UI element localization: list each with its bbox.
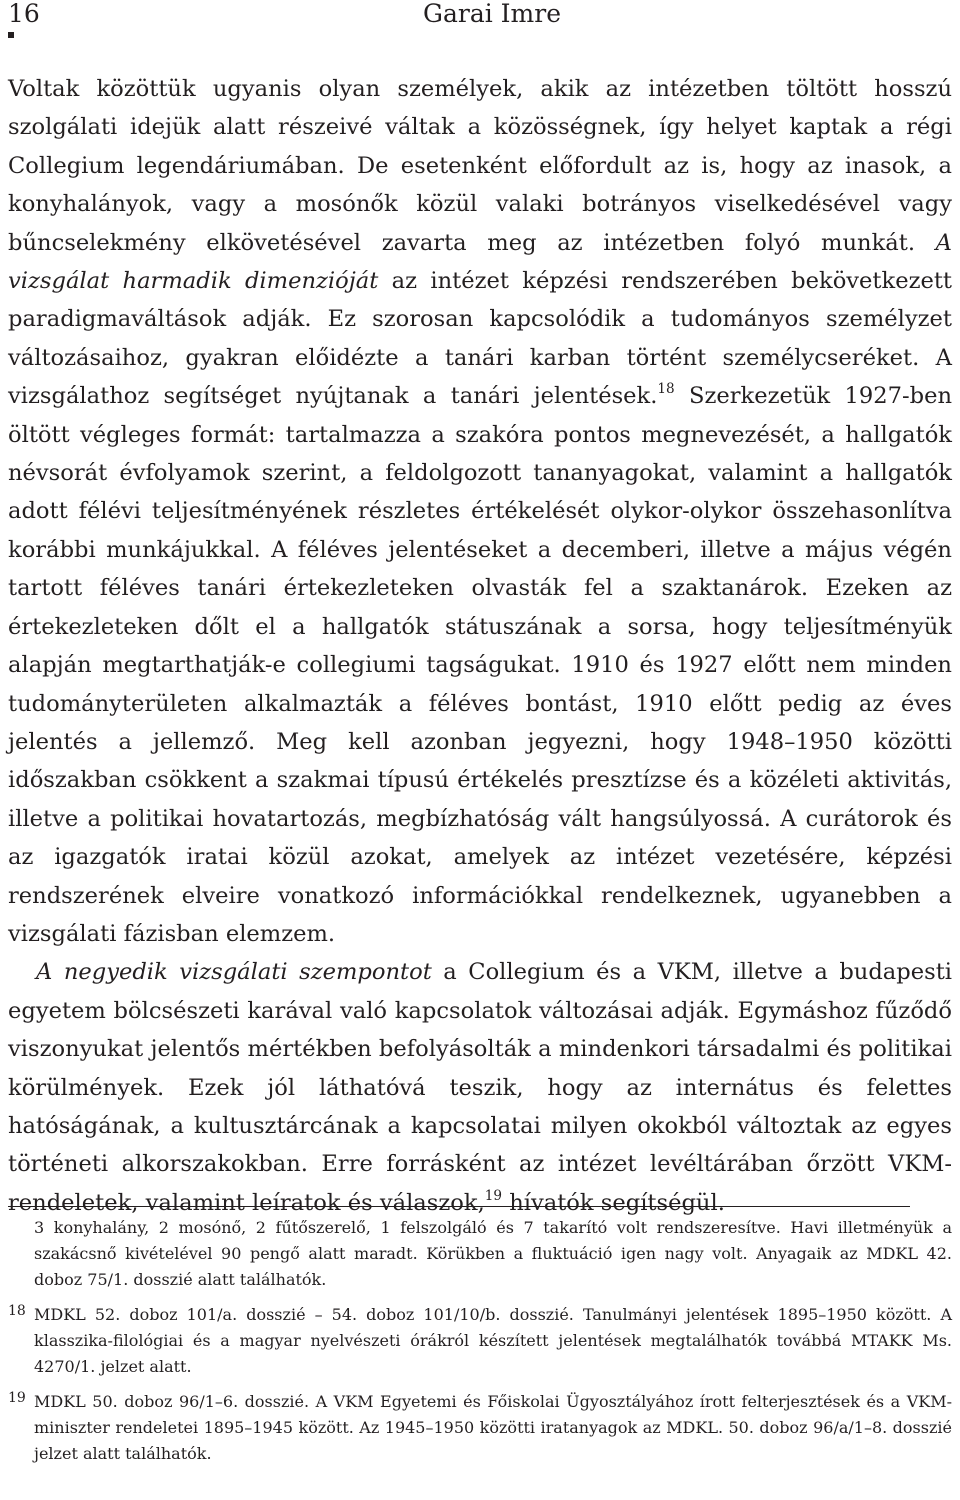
- footnote-text: 3 konyhalány, 2 mosónő, 2 fűtőszerelő, 1 felszolgáló és 7 takarító volt rendszeresítve. Havi illetményük a szakácsnő kivételével 90 pengő alatt maradt. Körükben a fluktuáció igen nagy volt. Anyagaik az MDKL 42. doboz 75/1. dosszié alatt találhatók.: [34, 1218, 952, 1289]
- paragraph-1-text-a: Voltak közöttük ugyanis olyan személyek, akik az intézetben töltött hosszú szolgálati idejük alatt részeivé váltak a közösségnek, így helyet kaptak a régi Collegium legendáriumában. De esetenként előfordult az is, hogy az inasok, a konyhalányok, vagy a mosónők közül valaki botrányos viselkedésével vagy bűncselekmény elkövetésével zavarta meg az intézetben folyó munkát.: [8, 76, 952, 256]
- footnote-19: [8, 1389, 952, 1467]
- paragraph-1: [8, 70, 952, 953]
- footnotes: [8, 1215, 952, 1467]
- paragraph-1-italic-phrase: A vizsgálat harmadik dimenzióját: [8, 229, 952, 295]
- paragraph-2-text-b: a Collegium és a VKM, illetve a budapesti egyetem bölcsészeti karával való kapcsolatok változásai adják. Egymáshoz fűződő viszonyukat jelentős mértékben befolyásolták a mindenkori társadalmi és politikai körülmények. Ezek jól láthatóvá teszik, hogy az internátus és felettes hatóságának, a kultusztárcának a kapcsolatai milyen okokból változtak az egyes történeti alkorszakokban. Erre forrásként az intézet levéltárában őrzött VKM-rendeletek, valamint leíratok és válaszok,: [8, 959, 953, 1216]
- footnote-text: MDKL 52. doboz 101/a. dosszié – 54. doboz 101/10/b. dosszié. Tanulmányi jelentések 1895–1950 között. A klasszika-filológiai és a magyar nyelvészeti órákról készített jelentések megtalálhatók továbbá MTAKK Ms. 4270/1. jelzet alatt.: [34, 1305, 952, 1376]
- footnote-number: 19: [8, 1390, 26, 1406]
- paragraph-2: [8, 953, 952, 1222]
- paragraph-1-text-c: az intézet képzési rendszerében bekövetkezett paradigmaváltások adják. Ez szorosan kapcsolódik a tudományos személyzet változásaihoz, gyakran előidézte a tanári karban történt személycseréket. A vizsgálathoz segítséget nyújtanak a tanári jelentések.: [8, 268, 953, 410]
- footnote-text: MDKL 50. doboz 96/1–6. dosszié. A VKM Egyetemi és Főiskolai Ügyosztályához írott felterjesztések és a VKM-miniszter rendeletei 1895–1945 között. Az 1945–1950 közötti iratanyagok az MDKL. 50. doboz 96/a/1–8. dosszié jelzet alatt találhatók.: [34, 1392, 952, 1463]
- header-square-mark: [8, 32, 14, 38]
- paragraph-2-italic-phrase: A negyedik vizsgálati szempontot: [36, 959, 432, 986]
- footnote-ref-19[interactable]: 19: [484, 1187, 503, 1204]
- footnote-continued: [8, 1215, 952, 1293]
- running-head-author: Garai Imre: [423, 0, 562, 28]
- page-number: 16: [8, 0, 40, 28]
- footnote-18: [8, 1302, 952, 1380]
- footnote-separator: [8, 1206, 910, 1207]
- footnote-ref-18[interactable]: 18: [657, 381, 675, 398]
- footnote-number: 18: [8, 1303, 26, 1319]
- main-text: [8, 70, 952, 1222]
- paragraph-1-text-e: Szerkezetük 1927-ben öltött végleges formát: tartalmazza a szakóra pontos megnevezését, a hallgatók névsorát évfolyamok szerint, a feldolgozott tananyagokat, valamint a hallgatók adott félévi teljesítményének részletes értékelését olykor-olykor összehasonlítva korábbi munkájukkal. A féléves jelentéseket a decemberi, illetve a május végén tartott féléves tanári értekezleteken olvasták fel a szaktanárok. Ezeken az értekezleteken dőlt el a hallgatók státuszának a sorsa, hogy teljesítményük alapján megtarthatják-e collegiumi tagságukat. 1910 és 1927 előtt nem minden tudományterületen alkalmazták a féléves bontást, 1910 előtt pedig az éves jelentés a jellemző. Meg kell azonban jegyezni, hogy 1948–1950 közötti időszakban csökkent a szakmai típusú értékelés presztízse és a közéleti aktivitás, illetve a politikai hovatartozás, megbízhatóság vált hangsúlyossá. A curátorok és az igazgatók iratai közül azokat, amelyek az intézet vezetésére, képzési rendszerének elveire vonatkozó információkkal rendelkeznek, ugyanebben a vizsgálati fázisban elemzem.: [8, 383, 953, 947]
- paragraph-2-text-d: hívatók segítségül.: [502, 1189, 725, 1216]
- page-header: [8, 0, 960, 30]
